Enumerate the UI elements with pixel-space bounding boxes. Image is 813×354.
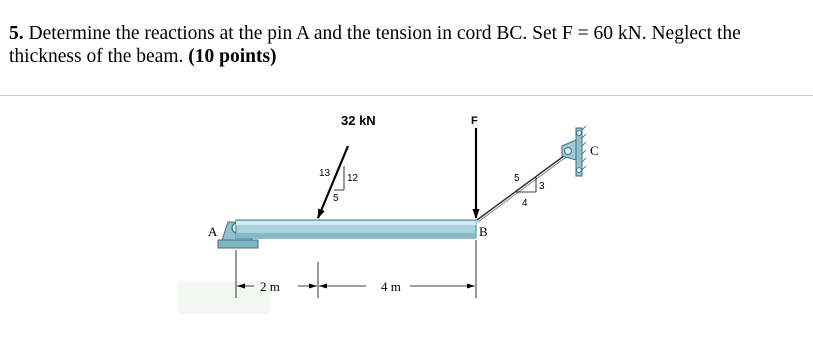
load-slope-12: 12 — [347, 173, 359, 184]
point-a-label: A — [208, 224, 218, 239]
cord-bc — [477, 150, 573, 222]
cord-slope-4: 4 — [522, 198, 528, 209]
dimension-2m: 2 m — [260, 279, 280, 294]
cord-slope-3: 3 — [539, 181, 545, 192]
load-slope-5: 5 — [333, 193, 339, 204]
point-c-label: C — [590, 143, 599, 158]
dimension-4m: 4 m — [381, 279, 401, 294]
point-b-label: B — [479, 224, 488, 239]
load-32kn-label: 32 kN — [341, 113, 376, 128]
background-shade — [178, 282, 270, 314]
problem-points: (10 points) — [188, 46, 277, 67]
force-f-label: F — [471, 115, 478, 127]
cord-slope-5: 5 — [514, 173, 520, 184]
wall-bracket-c — [562, 126, 586, 176]
load-32kn-arrow — [318, 146, 348, 218]
problem-number: 5. — [9, 23, 24, 44]
load-slope-13: 13 — [319, 168, 331, 179]
beam — [236, 220, 476, 238]
problem-text: Determine the reactions at the pin A and the tension in cord BC. Set F = 60 kN. Neglect the thickness of the beam. — [9, 23, 741, 67]
